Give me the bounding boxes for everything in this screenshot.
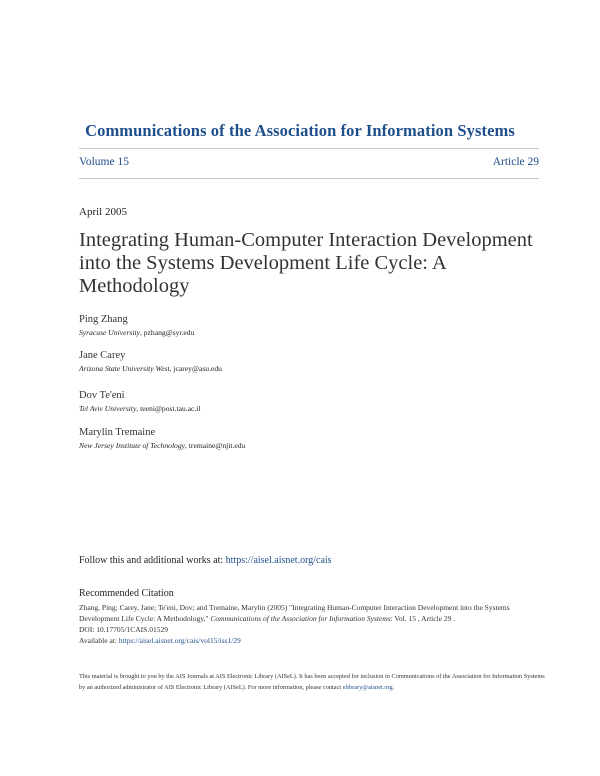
author-entry (79, 426, 245, 452)
author-institution: Tel Aviv University (79, 404, 137, 413)
footer-end: . (392, 684, 395, 691)
author-affiliation (79, 403, 201, 415)
citation-suffix: : Vol. 15 , Article 29 . (390, 614, 456, 623)
citation-journal: Communications of the Association for Information Systems (210, 614, 391, 623)
recommended-citation-heading: Recommended Citation (79, 588, 174, 599)
author-institution: Arizona State University West (79, 364, 170, 373)
follow-text: Follow this and additional works at: (79, 555, 226, 566)
volume-article-row (79, 156, 539, 168)
author-name: Jane Carey (79, 350, 126, 361)
citation-block (79, 602, 519, 646)
author-institution: Syracuse University (79, 328, 140, 337)
author-entry (79, 389, 201, 415)
publication-date: April 2005 (79, 206, 127, 218)
bottom-rule (79, 178, 539, 179)
author-entry (79, 349, 222, 375)
author-name: Marylin Tremaine (79, 427, 156, 438)
contact-email-link[interactable]: elibrary@aisnet.org (342, 684, 393, 691)
author-email: , teeni@post.tau.ac.il (136, 404, 201, 413)
article-title: Integrating Human-Computer Interaction Development into the Systems Development Life Cycle: A Methodology (79, 229, 533, 297)
top-rule (79, 148, 539, 149)
volume-link[interactable]: Volume 15 (79, 156, 129, 168)
collection-link[interactable]: https://aisel.aisnet.org/cais (225, 555, 332, 566)
footer-note (79, 671, 549, 693)
article-link[interactable]: Article 29 (492, 156, 539, 168)
citation-doi: DOI: 10.17705/1CAIS.01529 (79, 625, 168, 634)
article-url-link[interactable]: https://aisel.aisnet.org/cais/vol15/iss1/29 (118, 636, 241, 645)
author-name: Dov Te'eni (79, 390, 125, 401)
author-name: Ping Zhang (79, 314, 128, 325)
author-entry (79, 313, 194, 339)
author-email: , jcarey@asu.edu (169, 364, 222, 373)
journal-title: Communications of the Association for Information Systems (85, 121, 515, 140)
author-email: , tremaine@njit.edu (185, 441, 246, 450)
author-affiliation (79, 440, 245, 452)
footer-text: This material is brought to you by the AIS Journals at AIS Electronic Library (AISeL). It has been accepted for inclusion in Communications of the Association for Information Systems by an authorized administrator of AIS Electronic Library (AISeL). For more information, please contact (79, 673, 545, 691)
author-email: , pzhang@syr.edu (139, 328, 195, 337)
available-label: Available at: (79, 636, 119, 645)
author-affiliation (79, 327, 194, 339)
author-affiliation (79, 363, 222, 375)
follow-line (79, 555, 332, 566)
author-institution: New Jersey Institute of Technology (79, 441, 186, 450)
citation-text: Zhang, Ping; Carey, Jane; Te'eni, Dov; and Tremaine, Marylin (2005) "Integrating Human-Computer Interaction Development into the Systems Development Life Cycle: A Methodology," (79, 603, 510, 623)
